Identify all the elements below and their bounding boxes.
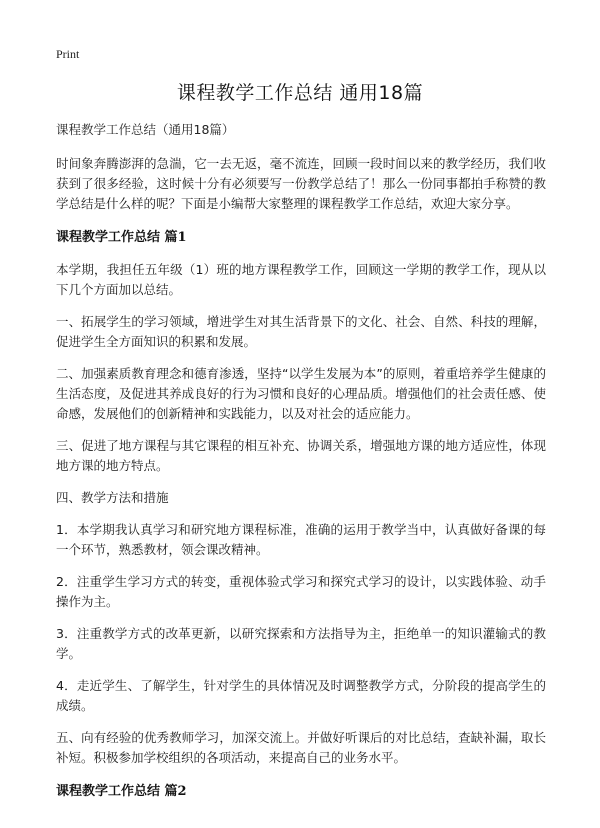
paragraph: 二、加强素质教育理念和德育渗透，坚持“以学生发展为本”的原则，着重培养学生健康的生活态度，及促进其养成良好的行为习惯和良好的心理品质。增强他们的社会责任感、使命感，发展他们的创新精神和实践能力，以及对社会的适应能力。	[56, 366, 546, 421]
paragraph: 4．走近学生、了解学生，针对学生的具体情况及时调整教学方式，分阶段的提高学生的成绩。	[56, 678, 546, 713]
document-subtitle: 课程教学工作总结（通用18篇）	[56, 122, 235, 137]
document-body	[56, 120, 546, 814]
print-link[interactable]: Print	[56, 47, 80, 61]
paragraph: 一、拓展学生的学习领域，增进学生对其生活背景下的文化、社会、自然、科技的理解，促进学生全方面知识的积累和发展。	[56, 314, 546, 349]
paragraph: 1．本学期我认真学习和研究地方课程标准，准确的运用于教学当中，认真做好备课的每一个环节，熟悉教材，领会课改精神。	[56, 522, 546, 557]
page-title: 课程教学工作总结 通用18篇	[176, 82, 424, 104]
paragraph: 2．注重学生学习方式的转变，重视体验式学习和探究式学习的设计，以实践体验、动手操作为主。	[56, 574, 546, 609]
paragraph: 四、教学方法和措施	[56, 490, 169, 505]
section-heading-1: 课程教学工作总结 篇1	[56, 230, 187, 245]
paragraph: 3．注重教学方式的改革更新，以研究探索和方法指导为主，拒绝单一的知识灌输式的教学。	[56, 626, 546, 661]
paragraph: 本学期，我担任五年级（1）班的地方课程教学工作，回顾这一学期的教学工作，现从以下几个方面加以总结。	[56, 262, 546, 297]
intro-paragraph: 时间象奔腾澎湃的急湍，它一去无返，毫不流连，回顾一段时间以来的教学经历，我们收获到了很多经验，这时候十分有必须要写一份教学总结了！那么一份同事都拍手称赞的教学总结是什么样的呢？下面是小编帮大家整理的课程教学工作总结，欢迎大家分享。	[56, 156, 546, 211]
paragraph: 三、促进了地方课程与其它课程的相互补充、协调关系，增强地方课的地方适应性，体现地方课的地方特点。	[56, 438, 546, 473]
section-heading-2: 课程教学工作总结 篇2	[56, 784, 187, 799]
paragraph: 五、向有经验的优秀教师学习，加深交流上。并做好听课后的对比总结，查缺补漏，取长补短。积极参加学校组织的各项活动，来提高自己的业务水平。	[56, 730, 546, 765]
